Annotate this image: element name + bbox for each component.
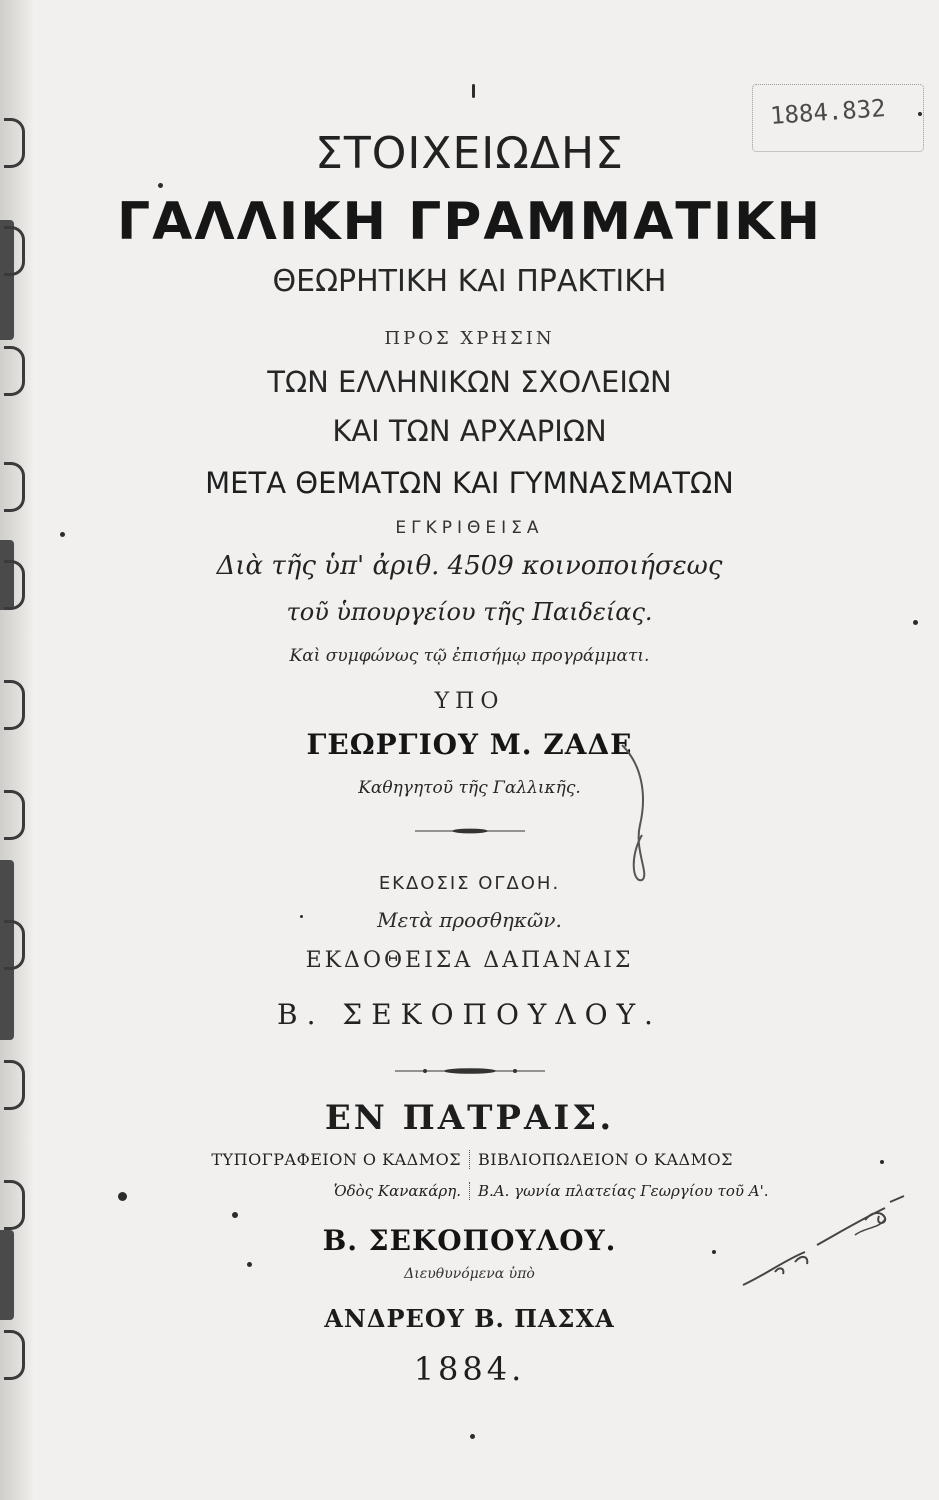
title-line-1: ΣΤΟΙΧΕΙΩΔΗΣ: [315, 128, 624, 179]
author-name: ΓΕΩΡΓΙΟΥ Μ. ΖΑΔΕ: [306, 728, 633, 761]
paper-speck: [913, 620, 918, 625]
director-name: ΑΝΔΡΕΟΥ Β. ΠΑΣΧΑ: [324, 1304, 615, 1333]
paper-speck: [712, 1250, 716, 1254]
paper-speck: [472, 84, 475, 98]
decree-line: Διὰ τῆς ὑπ' ἀριθ. 4509 κοινοποιήσεως: [216, 551, 723, 581]
approval-heading: ΕΓΚΡΙΘΕΙΣΑ: [395, 518, 544, 538]
bookshop-name: ΒΙΒΛΙΟΠΩΛΕΙΟΝ Ο ΚΑΔΜΟΣ: [469, 1150, 838, 1169]
catalog-number: 1884.832: [769, 94, 887, 130]
audience-line-1: ΤΩΝ ΕΛΛΗΝΙΚΩΝ ΣΧΟΛΕΙΩΝ: [267, 365, 672, 399]
by-label: ΥΠΟ: [434, 689, 505, 714]
bookshop-address: Β.Α. γωνία πλατείας Γεωργίου τοῦ Α'.: [469, 1182, 838, 1200]
ornament-rule-icon: [395, 1066, 545, 1076]
pencil-mark-icon: [612, 735, 662, 885]
paper-speck: [118, 1192, 127, 1201]
pencil-annotation-icon: [735, 1190, 915, 1300]
main-title: ΓΑΛΛΙΚΗ ΓΡΑΜΜΑΤΙΚΗ: [117, 192, 822, 252]
printshop-address: Ὁδὸς Κανακάρη.: [333, 1182, 461, 1200]
printshop-name: ΤΥΠΟΓΡΑΦΕΙΟΝ Ο ΚΑΔΜΟΣ: [211, 1150, 461, 1169]
published-at-expense-line: ΕΚΔΟΘΕΙΣΑ ΔΑΠΑΝΑΙΣ: [305, 948, 634, 973]
printer-name: Β. ΣΕΚΟΠΟΥΛΟΥ.: [322, 1224, 617, 1257]
subtitle: ΘΕΩΡΗΤΙΚΗ ΚΑΙ ΠΡΑΚΤΙΚΗ: [272, 264, 667, 299]
paper-speck: [158, 183, 163, 188]
publication-year: 1884.: [413, 1350, 526, 1388]
author-role: Καθηγητοῦ τῆς Γαλλικῆς.: [358, 778, 581, 798]
paper-speck: [470, 1434, 475, 1439]
edition-line: ΕΚΔΟΣΙΣ ΟΓΔΟΗ.: [378, 873, 561, 894]
publisher-name: Β. ΣΕΚΟΠΟΥΛΟΥ.: [277, 998, 662, 1031]
paper-speck: [247, 1262, 252, 1267]
contents-line: ΜΕΤΑ ΘΕΜΑΤΩΝ ΚΑΙ ΓΥΜΝΑΣΜΑΤΩΝ: [205, 466, 734, 500]
place-of-publication: ΕΝ ΠΑΤΡΑΙΣ.: [324, 1098, 615, 1138]
ministry-line: τοῦ ὑπουργείου τῆς Παιδείας.: [286, 598, 653, 626]
paper-speck: [918, 112, 922, 116]
directed-by-label: Διευθυνόμενα ὑπὸ: [404, 1266, 535, 1282]
paper-speck: [300, 915, 303, 918]
ornament-rule-icon: [415, 826, 525, 836]
paper-speck: [232, 1212, 238, 1218]
additions-line: Μετὰ προσθηκῶν.: [377, 908, 562, 932]
purpose-heading: ΠΡΟΣ ΧΡΗΣΙΝ: [384, 328, 555, 349]
audience-line-2: ΚΑΙ ΤΩΝ ΑΡΧΑΡΙΩΝ: [332, 414, 607, 448]
program-line: Καὶ συμφώνως τῷ ἐπισήμῳ προγράμματι.: [289, 646, 650, 666]
imprint-shops-row: [0, 1150, 939, 1169]
paper-speck: [880, 1160, 884, 1164]
paper-speck: [60, 532, 65, 537]
